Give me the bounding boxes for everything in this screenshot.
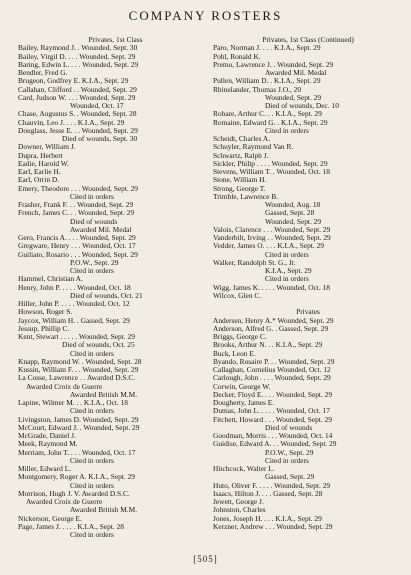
roster-entry: Livingston, James D. Wounded, Sept. 29 [18,415,139,424]
roster-entry: Bailey, Virgil D. . . . Wounded, Sept. 29 [18,52,136,61]
roster-entry-note: Cited in orders [70,456,114,465]
roster-entry: Carlough, John . . . . Wounded, Sept. 29 [213,374,331,383]
roster-entry: Anderson, Alfred G. . Gassed, Sept. 29 [213,324,329,333]
roster-entry: Earl, Orrin D. [18,176,60,185]
roster-entry-note: K.I.A., Sept. 29 [265,267,312,275]
roster-entry: Guiliato, Rosario . . . Wounded, Sept. 29 [18,250,138,259]
section-heading: Privates [296,308,320,317]
roster-entry-note: Awarded Mil. Medal [70,225,132,234]
roster-entry: Andersen, Henry A.* Wounded, Sept. 29 [213,316,334,325]
roster-entry: Knapp, Raymond W. . Wounded, Sept. 28 [18,357,142,366]
roster-entry-note: Died of wounds, Sept. 30 [62,135,138,143]
roster-entry: Sickler, Philip . . . . Wounded, Sept. 29 [213,159,328,168]
roster-entry: Guidise, Edward A. . . Wounded, Sept. 29 [213,440,337,449]
roster-entry: Wigg, James K. . . . . Wounded, Oct. 18 [213,283,331,292]
roster-entry: Page, James J. . . . . K.I.A., Sept. 28 [18,522,124,531]
roster-entry: Scheidt, Charles A. [213,135,271,143]
roster-entry-note: Wounded, Oct. 17 [70,102,124,110]
page-number: [505] [193,554,218,564]
roster-entry: Hammel, Christian A. [18,275,83,284]
roster-entry-note: Died of wounds, Dec. 10 [265,102,339,110]
roster-entry: Corwin, George W. [213,382,271,391]
roster-entry: Chauvin, Leo J. . . . K.I.A., Sept. 29 [18,118,125,127]
roster-entry: Briggs, George C. [213,333,267,341]
roster-entry: Earl, Earlie H. [18,168,61,176]
section-heading: Privates, 1st Class [88,36,143,44]
roster-entry: Huto, Oliver F. . . . . Wounded, Sept. 29 [213,481,331,490]
roster-entry: Callaghan, Cornelius Wounded, Oct. 12 [213,366,331,374]
roster-entry-note: Gassed, Sept. 29 [265,473,315,482]
roster-entry: Hitchcock, Walter L. [213,465,275,473]
roster-entry: Bailey, Raymond J. . Wounded, Sept. 30 [18,44,138,53]
roster-entry: Brugeon, Godfrey E. K.I.A., Sept. 29 [18,77,129,86]
roster-entry: Lapine, Wilmer M. . . K.I.A., Oct. 18 [18,399,128,407]
roster-entry-note: Died of wounds [265,423,313,432]
roster-entry: Trimble, Lawrence B. [213,192,278,201]
roster-entry-note: Cited in orders [265,126,309,135]
roster-entry: Goodman, Morris . . . Wounded, Oct. 14 [213,432,333,440]
right-column [213,36,403,531]
roster-entry-note: Awarded Mil. Medal [265,69,327,77]
spacer [213,300,403,308]
roster-entry-note: Cited in orders [70,531,114,539]
roster-entry: Douglass, Jesse E. . . Wounded, Sept. 29 [18,126,138,135]
roster-entry: Jaycox, William H. . Gassed, Sept. 29 [18,316,130,325]
roster-entry: Merriam, John T. . . . Wounded, Oct. 17 [18,448,136,457]
roster-entry: Schuyler, Raymond Van R. [213,143,294,152]
roster-entry: Kerzner, Andrew . . . Wounded, Sept. 29 [213,522,333,531]
roster-entry-note: Awarded Croix de Guerre [26,382,103,391]
roster-entry: Vedder, James O. . . . K.I.A., Sept. 29 [213,242,324,251]
roster-entry-note: Gassed, Sept. 28 [265,209,315,218]
roster-entry-note: Died of wounds, Oct. 25 [62,341,135,350]
page-title: COMPANY ROSTERS [128,8,283,23]
roster-entry-note: Cited in orders [265,456,309,465]
roster-entry: Howson, Roger S. [18,308,73,317]
roster-entry: Frasher, Frank F. . . Wounded, Sept. 29 [18,201,134,209]
roster-entry-note: Died of wounds [70,217,118,226]
roster-entry-note: Cited in orders [265,275,309,284]
roster-entry: Jones, Joseph H. . . . K.I.A., Sept. 29 [213,514,322,523]
roster-entry: Card, Judson W. . . . Wounded, Sept. 29 [18,93,136,102]
roster-entry: Henry, John P. . . . . Wounded, Oct. 18 [18,283,131,292]
roster-entry: Dougherty, James E. [213,399,275,407]
left-column [18,36,213,539]
roster-entry: McGrade, Daniel J. [18,432,76,440]
roster-entry: Jessup, Phillip C. [18,324,70,333]
roster-entry-note: Cited in orders [265,250,309,259]
roster-entry: Meek, Raymond M. [18,440,78,449]
roster-entry-note: Awarded Croix de Guerre [26,498,103,506]
roster-entry: Romaine, Edward G. . K.I.A., Sept. 29 [213,118,328,127]
roster-entry: Kent, Stewart . . . . . Wounded, Sept. 29 [18,333,135,341]
roster-entry: Callahan, Clifford . . Wounded, Sept. 29 [18,85,137,94]
roster-entry: La Cosse, Lawrence . . Awarded D.S.C. [18,374,136,383]
roster-entry: Robare, Arthur C. . . K.I.A., Sept. 29 [213,110,322,119]
roster-entry-note: Wounded, Aug. 18 [265,201,321,209]
roster-entry: Stone, William H. [213,176,267,185]
roster-entry: French, James C. . . Wounded, Sept. 29 [18,209,135,218]
roster-entry: Byando, Rosaire P. . . Wounded, Sept. 29 [213,357,335,366]
roster-entry: Miller, Edward L. [18,465,72,473]
roster-entry: Walker, Randolph St. G., Jr. [213,258,296,267]
roster-entry: Johnston, Charles [213,506,266,515]
roster-entry-note: Cited in orders [70,407,114,416]
roster-entry: Fitchett, Howard . . . Wounded, Sept. 29 [213,415,332,424]
roster-entry: Isaacs, Hilton J. . . . Gassed, Sept. 28 [213,489,323,498]
roster-entry: Wilcox, Glen C. [213,291,262,300]
roster-entry: Gero, Francis A. . . . Wounded, Sept. 29 [18,234,136,242]
roster-entry: Chase, Augustus S. . Wounded, Sept. 28 [18,110,137,119]
roster-entry-note: Cited in orders [70,192,114,201]
roster-entry: Paro, Norman J. . . . K.I.A., Sept. 29 [213,44,321,53]
roster-entry: Dupra, Herbert [18,151,63,160]
roster-entry: Premo, Lawrence J. . Wounded, Sept. 29 [213,60,334,69]
roster-entry-note: Cited in orders [70,481,114,490]
roster-entry: Montgomery, Roger A. K.I.A., Sept. 29 [18,473,135,482]
roster-entry-note: Wounded, Sept. 29 [265,217,322,226]
roster-entry: Pullen, William D. . K.I.A., Sept. 29 [213,77,321,86]
roster-entry: Dumas, John L. . . . . Wounded, Oct. 17 [213,407,330,416]
roster-entry: Brooks, Arthur N. . . K.I.A., Sept. 29 [213,341,323,350]
roster-entry: Jewett, George J. [213,498,264,506]
roster-entry: Baring, Edwin L. . . . Wounded, Sept. 29 [18,60,139,69]
roster-entry: Emery, Theodore . . . Wounded, Sept. 29 [18,184,138,193]
roster-entry: Gregware, Henry . . . Wounded, Oct. 17 [18,242,136,251]
section-heading: Privates, 1st Class (Continued) [262,36,354,44]
roster-entry-note: Cited in orders [70,267,114,275]
roster-entry: Eadie, Harold W. [18,159,69,168]
roster-entry: Hiller, John P. . . . . Wounded, Oct. 12 [18,300,130,308]
roster-entry: Pohl, Ronald K. [213,52,261,61]
roster-entry: Strong, George T. [213,184,266,193]
roster-entry-note: Wounded, Sept. 29 [265,93,322,102]
roster-entry: Buck, Leon E. [213,349,256,358]
roster-entry: Stevens, William T. . Wounded, Oct. 18 [213,168,331,176]
roster-entry-note: Awarded British M.M. [70,506,138,515]
roster-entry: Rhinelander, Thomas J.O., 20 [213,85,302,94]
roster-entry: Downer, William J. [18,143,76,152]
roster-entry: Schwartz, Ralph J. [213,151,269,160]
roster-entry-note: Awarded British M.M. [70,390,138,399]
roster-entry: Kussin, William F. . . Wounded, Sept. 29 [18,366,139,374]
roster-entry-note: Died of wounds, Oct. 21 [70,291,143,300]
roster-entry: Decker, Floyd E. . . . Wounded, Sept. 29 [213,390,333,399]
roster-entry: Morrison, Hugh J. V. Awarded D.S.C. [18,489,130,498]
roster-entry: Nickerson, George E. [18,514,82,523]
roster-entry: Valois, Clarence . . . Wounded, Sept. 29 [213,225,331,234]
roster-entry: Vanderbilt, Irving . . Wounded, Sept. 29 [213,234,331,242]
roster-entry-note: P.O.W., Sept. 29 [70,258,119,267]
roster-entry-note: Cited in orders [70,349,114,358]
roster-entry: Bendler, Fred G. [18,69,68,77]
roster-entry-note: P.O.W., Sept. 29 [265,448,314,457]
roster-entry: McCourt, Edward J. . Wounded, Sept. 29 [18,423,140,432]
